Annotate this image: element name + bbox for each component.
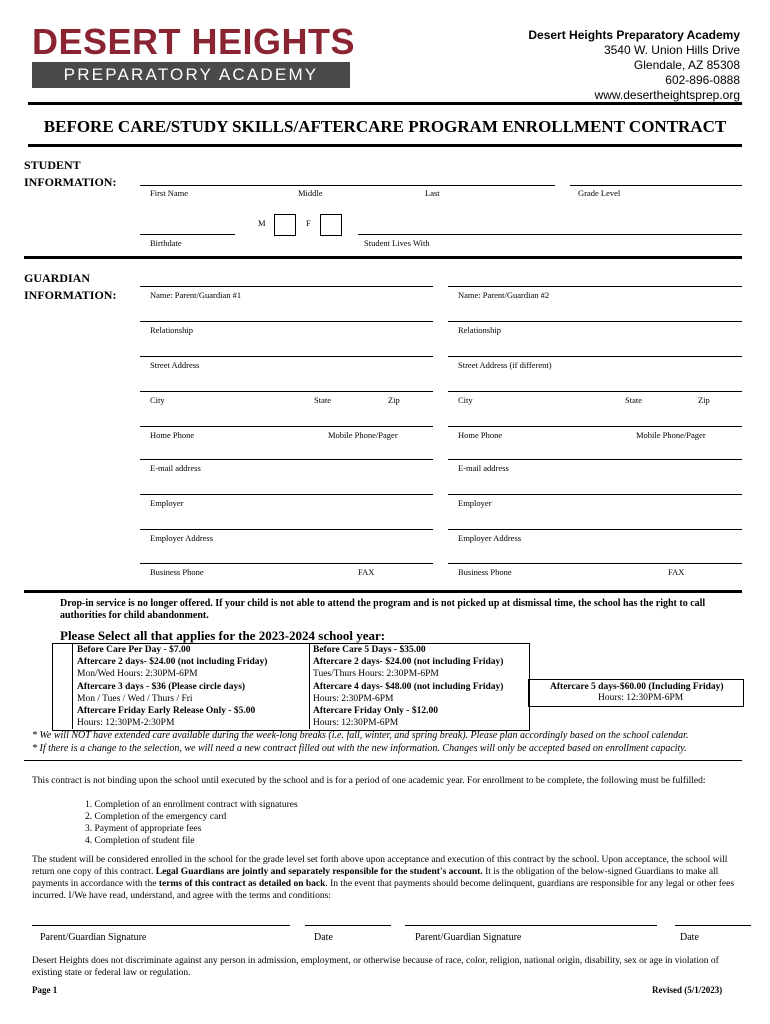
name2-label: Name: Parent/Guardian #2 — [458, 290, 550, 300]
guardian2-field-line[interactable] — [448, 356, 742, 357]
nondiscrimination-statement: Desert Heights does not discriminate against any person in admission, employment, or otherwise because of race, color, religion, national origin, disability, sex or age in violation of existing state or federal law or regulation. — [32, 956, 719, 978]
signature-2-label: Parent/Guardian Signature — [415, 932, 522, 943]
first-name-label: First Name — [150, 188, 189, 198]
last-label: Last — [425, 188, 440, 198]
birthdate-line — [140, 234, 235, 235]
guardian1-field-line[interactable] — [140, 426, 433, 427]
employer-address-label: Employer Address — [150, 533, 214, 543]
employer-label: Employer — [150, 498, 184, 508]
signature-1-label: Parent/Guardian Signature — [40, 932, 147, 943]
option-col2-line[interactable]: Hours: 2:30PM-6PM — [313, 693, 394, 704]
guardian2-field-line[interactable] — [448, 321, 742, 322]
requirement-item: 1. Completion of an enrollment contract with signatures — [85, 800, 298, 810]
options-divider — [24, 760, 742, 761]
drop-in-notice: Drop-in service is no longer offered. If your child is not able to attend the program and is not picked up at dismissal time, the school has the right to call authorities for child abandonment. — [60, 598, 706, 621]
option-col2-line[interactable]: Tues/Thurs Hours: 2:30PM-6PM — [313, 669, 439, 680]
gender-m-label: M — [258, 218, 266, 228]
school-contact — [528, 28, 740, 103]
city-label: City — [458, 395, 473, 405]
date-1-line[interactable] — [305, 925, 391, 926]
option-col2-line[interactable]: Hours: 12:30PM-6PM — [313, 718, 399, 729]
guardian1-field-line[interactable] — [140, 321, 433, 322]
option-col1-line[interactable]: Mon/Wed Hours: 2:30PM-6PM — [77, 669, 198, 680]
zip-label: Zip — [388, 395, 400, 405]
fax-label: FAX — [358, 567, 375, 577]
school-name: Desert Heights Preparatory Academy — [528, 28, 740, 42]
aftercare-5-days-option[interactable]: Aftercare 5 days-$60.00 (Including Friday) — [550, 682, 724, 692]
guardian-section-label: GUARDIAN INFORMATION: — [24, 271, 117, 302]
enrollment-terms: The student will be considered enrolled in the school for the grade level set forth above upon acceptance and execution of this contract by the school. Upon acceptance, the school will return one copy of this contract. Legal Guardians are jointly and separately responsible for the student's account. It is the obligation of the below-signed Guardians to make all payments in accordance with the terms of this contract as detailed on back. In the event that payments should become delinquent, guardians are responsible for any legal or other fees incurred. I/We have read, understand, and agree with the terms and conditions: — [32, 855, 735, 901]
guardian2-field-line[interactable] — [448, 494, 742, 495]
logo-wordmark: DESERT HEIGHTS — [32, 21, 356, 62]
logo-subtitle: PREPARATORY ACADEMY — [32, 62, 350, 88]
guardian1-field-line[interactable] — [140, 494, 433, 495]
option-col1-line[interactable]: Aftercare Friday Early Release Only - $5.00 — [77, 706, 256, 716]
guardian1-field-line[interactable] — [140, 391, 433, 392]
school-website: www.desertheightsprep.org — [594, 88, 740, 102]
email-label: E-mail address — [458, 463, 509, 473]
guardian1-field-line[interactable] — [140, 459, 433, 460]
title-divider — [28, 144, 742, 147]
street2-label: Street Address (if different) — [458, 360, 552, 370]
employer-address-label: Employer Address — [458, 533, 522, 543]
gender-f-checkbox[interactable] — [320, 214, 342, 236]
requirement-item: 4. Completion of student file — [85, 836, 195, 846]
middle-label: Middle — [298, 188, 323, 198]
page-number: Page 1 — [32, 985, 58, 995]
mobile-label: Mobile Phone/Pager — [636, 430, 706, 440]
state-label: State — [625, 395, 642, 405]
street-label: Street Address — [150, 360, 200, 370]
option-col1-line[interactable]: Aftercare 3 days - $36 (Please circle days) — [77, 681, 246, 692]
option-col2-line[interactable]: Aftercare 4 days- $48.00 (not including Friday) — [313, 681, 504, 692]
state-label: State — [314, 395, 331, 405]
page-title: BEFORE CARE/STUDY SKILLS/AFTERCARE PROGRAM ENROLLMENT CONTRACT — [43, 117, 727, 136]
option-col1-line[interactable]: Aftercare 2 days- $24.00 (not including Friday) — [77, 657, 268, 668]
relationship-label: Relationship — [458, 325, 501, 335]
student-section-label: STUDENT INFORMATION: — [24, 158, 117, 189]
signature-2-line[interactable] — [405, 925, 657, 926]
date-2-line[interactable] — [675, 925, 751, 926]
birthdate-label: Birthdate — [150, 238, 182, 248]
guardian2-field-line[interactable] — [448, 286, 742, 287]
grade-level-label: Grade Level — [578, 188, 621, 198]
guardian2-field-line[interactable] — [448, 529, 742, 530]
email-label: E-mail address — [150, 463, 201, 473]
guardian-divider — [24, 590, 742, 593]
home-phone-label: Home Phone — [458, 430, 503, 440]
guardian2-field-line[interactable] — [448, 426, 742, 427]
option-col2-line[interactable]: Aftercare Friday Only - $12.00 — [313, 706, 438, 716]
grade-level-line — [570, 185, 742, 186]
guardian1-field-line[interactable] — [140, 356, 433, 357]
guardian1-field-line[interactable] — [140, 286, 433, 287]
employer-label: Employer — [458, 498, 492, 508]
school-address-2: Glendale, AZ 85308 — [633, 58, 740, 72]
gender-f-label: F — [306, 218, 311, 228]
options-heading: Please Select all that applies for the 2023-2024 school year: — [60, 628, 386, 643]
header-divider — [28, 102, 742, 105]
date-2-label: Date — [680, 932, 699, 943]
guardian2-field-line[interactable] — [448, 391, 742, 392]
lives-with-label: Student Lives With — [364, 238, 430, 248]
name1-label: Name: Parent/Guardian #1 — [150, 290, 242, 300]
fax-label: FAX — [668, 567, 685, 577]
student-divider — [24, 256, 742, 259]
option-col1-line[interactable]: Mon / Tues / Wed / Thurs / Fri — [77, 693, 193, 704]
zip-label: Zip — [698, 395, 710, 405]
business-phone-label: Business Phone — [458, 567, 512, 577]
option-col2-line[interactable]: Aftercare 2 days- $24.00 (not including Friday) — [313, 657, 504, 668]
requirement-item: 3. Payment of appropriate fees — [85, 824, 202, 834]
school-address-1: 3540 W. Union Hills Drive — [603, 43, 740, 57]
requirement-item: 2. Completion of the emergency card — [85, 812, 227, 822]
school-phone: 602-896-0888 — [665, 73, 740, 87]
business-phone-label: Business Phone — [150, 567, 204, 577]
aftercare-5-days-hours: Hours: 12:30PM-6PM — [598, 693, 684, 703]
guardian1-field-line[interactable] — [140, 563, 433, 564]
contract-intro: This contract is not binding upon the school until executed by the school and is for a period of one academic year. For enrollment to be complete, the following must be fulfilled: — [32, 776, 706, 786]
mobile-label: Mobile Phone/Pager — [328, 430, 398, 440]
option-col2-line[interactable]: Before Care 5 Days - $35.00 — [313, 645, 426, 655]
gender-m-checkbox[interactable] — [274, 214, 296, 236]
signature-1-line[interactable] — [32, 925, 290, 926]
date-1-label: Date — [314, 932, 333, 943]
option-col1-line[interactable]: Before Care Per Day - $7.00 — [77, 645, 191, 655]
student-name-line — [140, 185, 555, 186]
home-phone-label: Home Phone — [150, 430, 195, 440]
footnote-breaks: * We will NOT have extended care available during the week-long breaks (i.e. fall, winter, and spring break). Please plan accordingly based on the school calendar. — [32, 730, 689, 741]
relationship-label: Relationship — [150, 325, 193, 335]
footnote-changes: * If there is a change to the selection, we will need a new contract filled out with the new information. Changes will only be accepted based on enrollment capacity. — [32, 743, 687, 754]
lives-with-line — [358, 234, 742, 235]
guardian2-field-line[interactable] — [448, 459, 742, 460]
city-label: City — [150, 395, 165, 405]
option-col1-line[interactable]: Hours: 12:30PM-2:30PM — [77, 718, 175, 729]
guardian1-field-line[interactable] — [140, 529, 433, 530]
revision-date: Revised (5/1/2023) — [652, 985, 723, 995]
guardian2-field-line[interactable] — [448, 563, 742, 564]
